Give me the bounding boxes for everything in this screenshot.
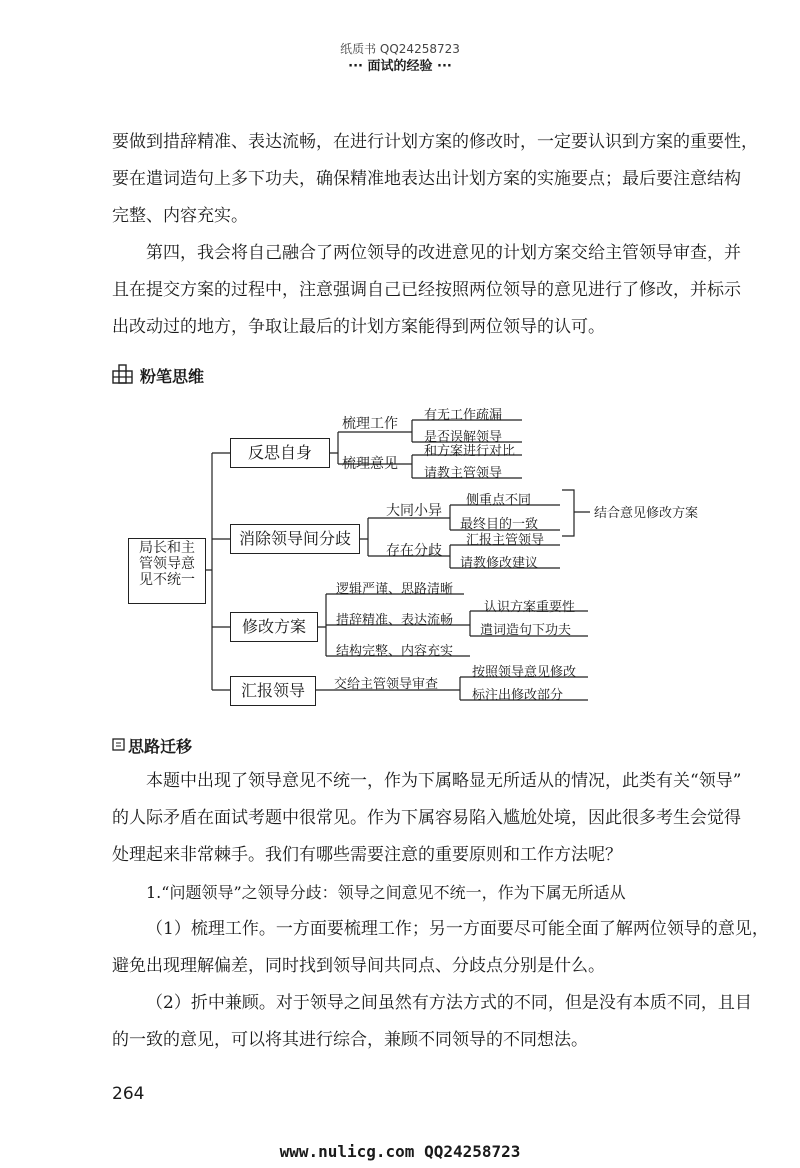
text-line: 出改动过的地方，争取让最后的计划方案能得到两位领导的认可。 — [112, 317, 605, 337]
idea-transfer-icon — [112, 738, 126, 752]
mind-map-sub: 存在分歧 — [386, 543, 442, 559]
text-line: 完整、内容充实。 — [112, 206, 248, 226]
section-title-idea-transfer: 思路迁移 — [128, 737, 193, 756]
sub-item-1 — [112, 911, 769, 985]
mind-map-root: 局长和主管领导意见不统一 — [128, 538, 206, 604]
mind-map-branch-revise: 修改方案 — [230, 612, 318, 642]
text-line: 1.“问题领导”之领导分歧：领导之间意见不统一，作为下属无所适从 — [146, 883, 626, 902]
text-line: 的人际矛盾在面试考题中很常见。作为下属容易陷入尴尬处境，因此很多考生会觉得 — [112, 808, 741, 828]
mind-map-leaf: 认识方案重要性 — [484, 600, 576, 615]
page-number: 264 — [112, 1084, 145, 1104]
mind-map-leaf: 遣词造句下功夫 — [480, 623, 572, 638]
mind-map-sub: 梳理意见 — [342, 456, 398, 472]
mind-map-branch-reflect: 反思自身 — [230, 438, 330, 468]
text-line: 第四，我会将自己融合了两位领导的改进意见的计划方案交给主管领导审查，并 — [146, 243, 741, 263]
mind-map-branch-resolve: 消除领导间分歧 — [230, 524, 360, 554]
mind-map-branch-report: 汇报领导 — [230, 676, 316, 706]
section-title-chalk-thinking: 粉笔思维 — [140, 367, 205, 386]
mind-map-leaf: 有无工作疏漏 — [424, 408, 503, 423]
mind-map-leaf: 侧重点不同 — [466, 493, 532, 508]
mind-map-leaf: 汇报主管领导 — [466, 533, 545, 548]
list-item-1 — [112, 874, 720, 911]
mind-map-leaf: 和方案进行对比 — [424, 444, 516, 459]
mind-map-leaf: 标注出修改部分 — [472, 688, 564, 703]
text-line: 且在提交方案的过程中，注意强调自己已经按照两位领导的意见进行了修改，并标示 — [112, 280, 741, 300]
mind-map-sub: 结构完整、内容充实 — [336, 644, 454, 659]
mind-map-leaf: 请教主管领导 — [424, 466, 503, 481]
text-line: 避免出现理解偏差，同时找到领导间共同点、分歧点分别是什么。 — [112, 956, 605, 976]
mind-map-leaf: 是否误解领导 — [424, 430, 503, 445]
mind-map-leaf: 最终目的一致 — [460, 517, 539, 532]
text-line: 的一致的意见，可以将其进行综合，兼顾不同领导的不同想法。 — [112, 1030, 588, 1050]
mind-map-sub: 措辞精准、表达流畅 — [336, 613, 454, 628]
text-line: 要在遣词造句上多下功夫，确保精准地表达出计划方案的实施要点；最后要注意结构 — [112, 169, 741, 189]
mind-map-bracket-note: 结合意见修改方案 — [594, 506, 699, 521]
text-line: （2）折中兼顾。对于领导之间虽然有方法方式的不同，但是没有本质不同，且目 — [146, 993, 752, 1013]
mind-map-sub: 逻辑严谨、思路清晰 — [336, 582, 454, 597]
mind-map-leaf: 请教修改建议 — [460, 556, 539, 571]
footer-watermark: www.nulicg.com QQ24258723 — [279, 1142, 521, 1161]
body-paragraph-3 — [112, 763, 742, 874]
sub-item-2 — [112, 985, 752, 1059]
mind-map-sub: 梳理工作 — [342, 416, 398, 432]
mind-map-sub: 交给主管领导审查 — [334, 677, 439, 692]
text-line: 要做到措辞精准、表达流畅，在进行计划方案的修改时，一定要认识到方案的重要性， — [112, 132, 758, 152]
running-header: ··· 面试的经验 ··· — [348, 59, 452, 74]
text-line: （1）梳理工作。一方面要梳理工作；另一方面要尽可能全面了解两位领导的意见， — [146, 919, 769, 939]
text-line: 处理起来非常棘手。我们有哪些需要注意的重要原则和工作方法呢？ — [112, 845, 622, 865]
source-watermark: 纸质书 QQ24258723 — [340, 42, 460, 56]
mind-map-leaf: 按照领导意见修改 — [472, 665, 577, 680]
mind-map-sub: 大同小异 — [386, 503, 442, 519]
text-line: 本题中出现了领导意见不统一，作为下属略显无所适从的情况，此类有关“领导” — [146, 771, 742, 791]
